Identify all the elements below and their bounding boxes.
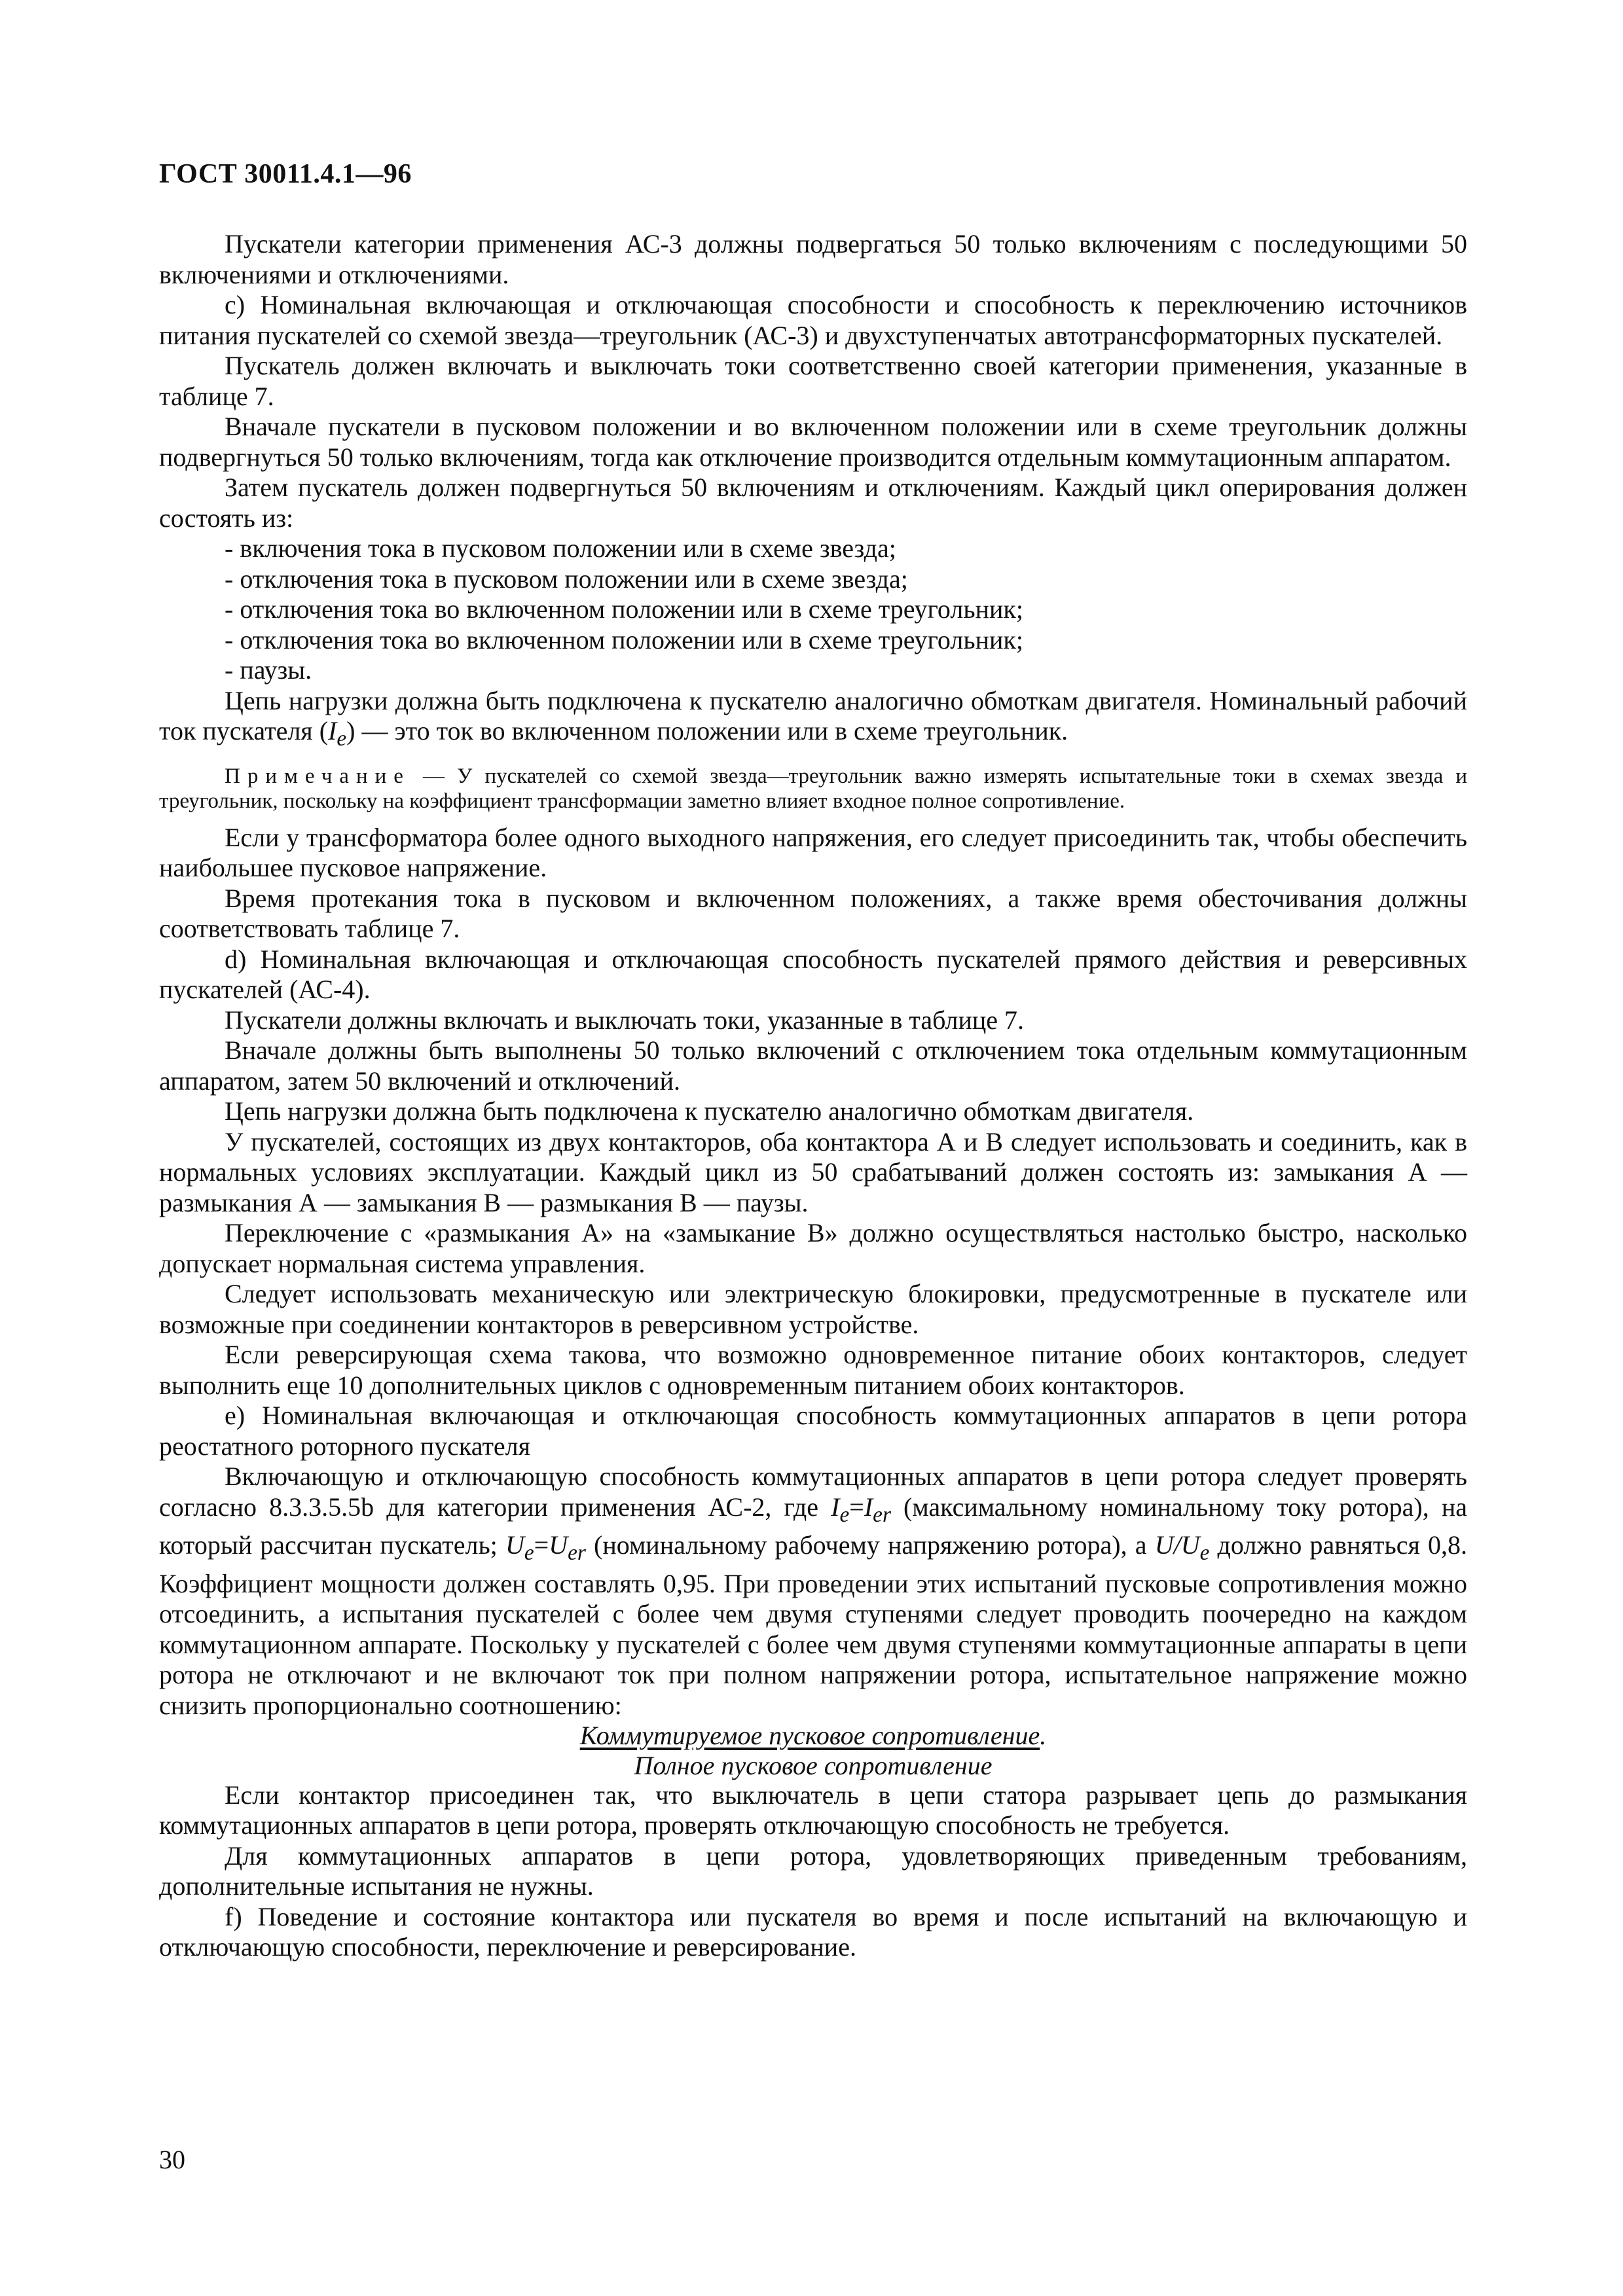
paragraph: Пускатели категории применения АС-3 должны подвергаться 50 только включениям с последующими 50 включениями и отключениями. bbox=[159, 229, 1467, 289]
paragraph: Вначале должны быть выполнены 50 только включений с отключением тока отдельным коммутационным аппаратом, затем 50 включений и отключений. bbox=[159, 1035, 1467, 1096]
note-text: — У пускателей со схемой звезда—треугольник важно измерять испытательные токи в схемах звезда и треугольник, поскольку на коэффициент трансформации заметно влияет входное полное сопротивление. bbox=[159, 764, 1467, 813]
list-item: - отключения тока во включенном положении или в схеме треугольник; bbox=[225, 624, 1023, 655]
list-item: - включения тока в пусковом положении или в схеме звезда; bbox=[225, 533, 896, 563]
paragraph: Если реверсирующая схема такова, что возможно одновременное питание обоих контакторов, следует выполнить еще 10 дополнительных циклов с одновременным питанием обоих контакторов. bbox=[159, 1340, 1467, 1400]
subscript-e: e bbox=[839, 1502, 850, 1527]
paragraph-item-e: е) Номинальная включающая и отключающая способность коммутационных аппаратов в цепи ротора реостатного роторного пускателя bbox=[159, 1401, 1467, 1461]
paragraph: Для коммутационных аппаратов в цепи ротора, удовлетворяющих приведенным требованиям, дополнительные испытания не нужны. bbox=[159, 1840, 1467, 1901]
paragraph: Затем пускатель должен подвергнуться 50 включениям и отключениям. Каждый цикл оперирования должен состоять из: bbox=[159, 473, 1467, 533]
subscript-er: er bbox=[873, 1502, 891, 1527]
fraction-denominator: Полное пусковое сопротивление bbox=[634, 1750, 993, 1780]
fraction-dot: . bbox=[1040, 1721, 1047, 1750]
text-run: (максимальному номинальному току ротора), на который рассчитан пускатель; bbox=[159, 1492, 1467, 1560]
paragraph: Пускатели должны включать и выключать токи, указанные в таблице 7. bbox=[225, 1005, 1025, 1035]
paragraph: Пускатель должен включать и выключать токи соответственно своей категории применения, указанные в таблице 7. bbox=[159, 351, 1467, 411]
symbol-U: U bbox=[549, 1530, 568, 1560]
subscript-e: e bbox=[524, 1541, 534, 1565]
text-run: (номинальному рабочему напряжению ротора), а bbox=[585, 1530, 1155, 1560]
list-item: - паузы. bbox=[225, 655, 312, 685]
paragraph: Если контактор присоединен так, что выключатель в цепи статора разрывает цепь до размыкания коммутационных аппаратов в цепи ротора, проверять отключающую способность не требуется. bbox=[159, 1780, 1467, 1840]
subscript-e: e bbox=[337, 726, 347, 751]
paragraph: Переключение с «размыкания А» на «замыкание В» должно осуществляться настолько быстро, насколько допускает нормальная система управления. bbox=[159, 1218, 1467, 1278]
paragraph: Если у трансформатора более одного выходного напряжения, его следует присоединить так, чтобы обеспечить наибольшее пусковое напряжение. bbox=[159, 822, 1467, 882]
paragraph bbox=[159, 686, 1467, 755]
subscript-er: er bbox=[568, 1541, 586, 1565]
symbol-I: I bbox=[831, 1492, 840, 1522]
text-run: Включающую и отключающую способность коммутационных аппаратов в цепи ротора следует проверять согласно 8.3.3.5.5b для категории применения АС-2, где bbox=[159, 1462, 1467, 1522]
paragraph-item-f: f) Поведение и состояние контактора или пускателя во время и после испытаний на включающую и отключающую способности, переключение и реверсирование. bbox=[159, 1901, 1467, 1962]
symbol-U: U bbox=[505, 1530, 524, 1560]
paragraph: Следует использовать механическую или электрическую блокировки, предусмотренные в пускателе или возможные при соединении контакторов в реверсивном устройстве. bbox=[159, 1279, 1467, 1339]
equals-sign: = bbox=[849, 1492, 864, 1522]
equals-sign: = bbox=[534, 1530, 549, 1560]
list-item: - отключения тока в пусковом положении или в схеме звезда; bbox=[225, 564, 908, 594]
fraction-formula bbox=[159, 1721, 1467, 1780]
page-number: 30 bbox=[159, 2145, 185, 2174]
text-run: ) — это ток во включенном положении или в схеме треугольник. bbox=[346, 716, 1068, 745]
paragraph: Время протекания тока в пусковом и включенном положениях, а также время обесточивания должны соответствовать таблице 7. bbox=[159, 883, 1467, 943]
fraction-numerator: Коммутируемое пусковое сопротивление bbox=[579, 1721, 1040, 1750]
text-run: Цепь нагрузки должна быть подключена к пускателю аналогично обмоткам двигателя. Номинальный рабочий ток пускателя ( bbox=[159, 685, 1467, 745]
symbol-U-ratio: U/U bbox=[1154, 1530, 1200, 1560]
paragraph-item-c: с) Номинальная включающая и отключающая способности и способность к переключению источников питания пускателей со схемой звезда—треугольник (АС-3) и двухступенчатых автотрансформаторных пускателей. bbox=[159, 290, 1467, 350]
document-header: ГОСТ 30011.4.1—96 bbox=[159, 159, 412, 189]
text-run: должно равняться 0,8. Коэффициент мощности должен составлять 0,95. При проведении этих испытаний пусковые сопротивления можно отсоединить, а испытания пускателей с более чем двумя ступенями следует проводить поочередно на каждом коммутационном аппарате. Поскольку у пускателей с более чем двумя ступенями коммутационные аппараты в цепи ротора не отключают и не включают ток при полном напряжении ротора, испытательное напряжение можно снизить пропорционально соотношению: bbox=[159, 1530, 1468, 1720]
symbol-I: I bbox=[864, 1492, 873, 1522]
subscript-e: e bbox=[1199, 1541, 1210, 1565]
note bbox=[159, 764, 1467, 814]
paragraph bbox=[159, 1462, 1467, 1721]
list-item: - отключения тока во включенном положении или в схеме треугольник; bbox=[225, 594, 1023, 624]
paragraph: Вначале пускатели в пусковом положении и во включенном положении или в схеме треугольник должны подвергнуться 50 только включениям, тогда как отключение производится отдельным коммутационным аппаратом. bbox=[159, 412, 1467, 472]
paragraph: Цепь нагрузки должна быть подключена к пускателю аналогично обмоткам двигателя. bbox=[225, 1096, 1194, 1126]
note-label: Примечание bbox=[225, 764, 410, 788]
paragraph: У пускателей, состоящих из двух контакторов, оба контактора А и В следует использовать и соединить, как в нормальных условиях эксплуатации. Каждый цикл из 50 срабатываний должен состоять из: замыкания А — размыкания А — замыкания В — размыкания В — паузы. bbox=[159, 1126, 1467, 1217]
paragraph-item-d: d) Номинальная включающая и отключающая способность пускателей прямого действия и реверсивных пускателей (АС-4). bbox=[159, 944, 1467, 1004]
document-body bbox=[159, 229, 1467, 1963]
symbol-I: I bbox=[328, 716, 337, 745]
